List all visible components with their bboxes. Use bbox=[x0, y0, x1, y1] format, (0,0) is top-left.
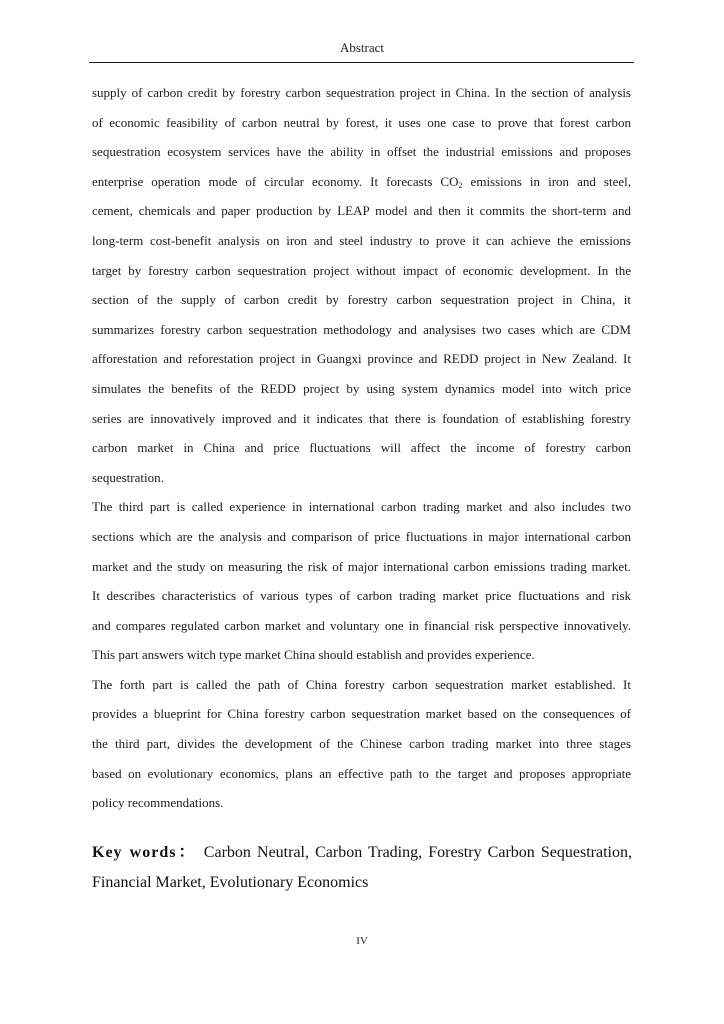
text-line: afforestation and reforestation project in Guangxi province and REDD project in New Zealand. It bbox=[92, 351, 631, 367]
co2-suffix: emissions in iron and steel, bbox=[462, 173, 631, 189]
text-line: of economic feasibility of carbon neutral by forest, it uses one case to prove that forest carbon bbox=[92, 114, 631, 130]
keywords-list-part1: Carbon Neutral, Carbon Trading, Forestry Carbon Sequestration, bbox=[197, 844, 632, 861]
text-line: based on evolutionary economics, plans an effective path to the target and proposes appropriate bbox=[92, 765, 631, 781]
text-line: The third part is called experience in international carbon trading market and also includes two bbox=[92, 499, 631, 515]
text-line: target by forestry carbon sequestration project without impact of economic development. In the bbox=[92, 262, 631, 278]
keywords-label: Key words： bbox=[92, 844, 198, 861]
text-line: The forth part is called the path of China forestry carbon sequestration market established. It bbox=[92, 676, 631, 692]
text-line: long-term cost-benefit analysis on iron and steel industry to prove it can achieve the emissions bbox=[92, 232, 631, 248]
text-line: supply of carbon credit by forestry carbon sequestration project in China. In the section of analysis bbox=[92, 85, 631, 100]
text-line: the third part, divides the development of the Chinese carbon trading market into three stages bbox=[92, 736, 631, 752]
text-line: simulates the benefits of the REDD project by using system dynamics model into witch price bbox=[92, 380, 631, 396]
text-line: sections which are the analysis and comparison of price fluctuations in major international carbon bbox=[92, 528, 631, 544]
header-divider bbox=[89, 62, 634, 63]
co2-prefix: enterprise operation mode of circular economy. It forecasts CO bbox=[92, 173, 459, 189]
text-line: summarizes forestry carbon sequestration methodology and analysises two cases which are CDM bbox=[92, 321, 631, 337]
keywords-section bbox=[92, 838, 632, 898]
text-line: This part answers witch type market China should establish and provides experience. bbox=[92, 647, 535, 663]
keywords-line-2: Financial Market, Evolutionary Economics bbox=[92, 874, 369, 891]
text-line: provides a blueprint for China forestry carbon sequestration market based on the consequences of bbox=[92, 706, 631, 722]
text-line: and compares regulated carbon market and voluntary one in financial risk perspective innovatively. bbox=[92, 617, 631, 633]
text-line: carbon market in China and price fluctuations will affect the income of forestry carbon bbox=[92, 440, 631, 456]
abstract-body bbox=[92, 78, 631, 818]
keywords-line-1 bbox=[92, 838, 632, 868]
running-header-title: Abstract bbox=[339, 40, 385, 55]
text-line-co2 bbox=[92, 167, 631, 197]
text-line: sequestration ecosystem services have the ability in offset the industrial emissions and proposes bbox=[92, 144, 631, 160]
text-line: section of the supply of carbon credit by forestry carbon sequestration project in China, it bbox=[92, 292, 631, 308]
page-number: IV bbox=[356, 935, 368, 947]
co2-subscript: 2 bbox=[458, 180, 463, 190]
text-line: series are innovatively improved and it indicates that there is foundation of establishing forestry bbox=[92, 410, 631, 426]
text-line: market and the study on measuring the risk of major international carbon emissions trading market. bbox=[92, 558, 631, 574]
text-line: cement, chemicals and paper production by LEAP model and then it commits the short-term and bbox=[92, 203, 631, 219]
text-line: sequestration. bbox=[92, 469, 164, 485]
text-line: policy recommendations. bbox=[92, 795, 224, 811]
text-line: It describes characteristics of various types of carbon trading market price fluctuations and risk bbox=[92, 588, 631, 604]
